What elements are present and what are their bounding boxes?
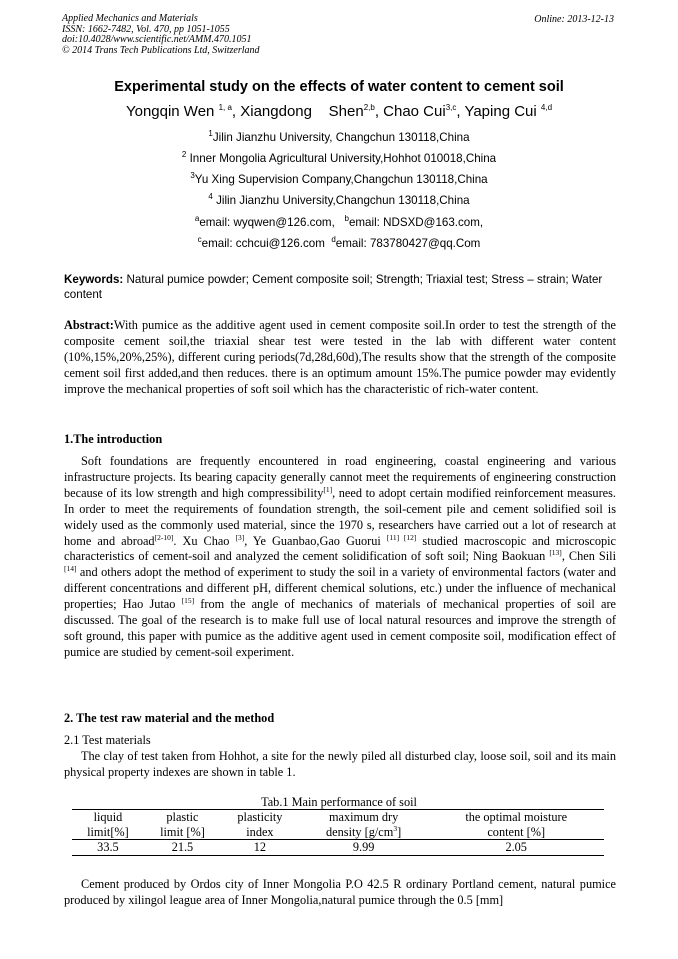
table-header-cell: limit [%] (144, 825, 221, 840)
affiliation (0, 173, 678, 186)
email-sup: c (197, 235, 202, 245)
email-a: email: wyqwen@126.com, (199, 216, 335, 229)
text-run: from the angle of mechanics of materials of mechanical properties of soil are discussed. The goal of the research is to make full use of local natural resources and improve the strength of soft ground, this paper with pumice as the additive agent used in cement composite soil, modification effect of pumice are studied by cement-soil experiment. (64, 597, 616, 659)
text-run: , need to adopt certain modified reinforcement measures. In order to meet the requirements of foundation strength, the soil-cement pile and cement solidified soil is widely used as the commonly used material, since the 1970 s, researchers have carried out a lot of research at home and abroad (64, 485, 616, 548)
email-sup: a (194, 214, 200, 224)
affiliation-sup: 4 (208, 192, 213, 202)
abstract-label: Abstract: (64, 318, 114, 332)
author-list (0, 103, 678, 120)
author-sup: 4,d (540, 103, 553, 112)
author-name: Chao Cui (383, 103, 446, 120)
author-separator: , (374, 103, 384, 120)
density-exponent: 3 (393, 823, 398, 833)
running-header (62, 14, 260, 56)
email-sup: d (331, 235, 336, 245)
soil-properties-table (72, 809, 604, 856)
affiliation-sup: 1 (208, 129, 213, 139)
citation: [13] (549, 548, 562, 558)
text-run: , Chen Sili (561, 549, 616, 564)
email-b: email: NDSXD@163.com, (348, 216, 484, 229)
table-header-cell: limit[%] (72, 825, 144, 840)
table-cell: 21.5 (144, 840, 221, 856)
keywords-text: Natural pumice powder; Cement composite soil; Strength; Triaxial test; Stress – strain; Water content (64, 273, 603, 301)
author-separator: , (231, 103, 241, 120)
table-header-cell: index (221, 825, 299, 840)
affiliation (0, 194, 678, 207)
text-run: , Ye Guanbao,Gao Guorui (244, 533, 387, 548)
table-header-row (72, 825, 604, 840)
citation: [11] [12] (386, 532, 417, 542)
table-header-cell: plasticity (221, 810, 299, 825)
citation: [14] (64, 564, 77, 574)
paper-title: Experimental study on the effects of water content to cement soil (114, 79, 564, 95)
issn-line: ISSN: 1662-7482, Vol. 470, pp 1051-1055 (62, 23, 230, 35)
text-run: Soft foundations are frequently encountered in road engineering, coastal engineering and various infrastructure projects. Its bearing capacity generally cannot meet the requirements of engineering construction because of its low strength and high compressibility (64, 454, 616, 500)
intro-paragraph (64, 454, 616, 661)
citation: [1] (323, 484, 333, 494)
density-unit: density [g/cm (326, 824, 394, 839)
author-name: Yongqin Wen (125, 103, 215, 120)
affiliation-sup: 3 (190, 171, 195, 181)
keywords-label: Keywords: (64, 273, 124, 286)
author-separator: , (456, 103, 465, 120)
copyright-line: © 2014 Trans Tech Publications Ltd, Switzerland (62, 44, 260, 56)
online-date: Online: 2013-12-13 (534, 14, 614, 25)
citation: [2-10] (154, 532, 174, 542)
affiliation-text: Inner Mongolia Agricultural University,Hohhot 010018,China (189, 152, 497, 165)
author-name: Xiangdong Shen (240, 103, 364, 120)
affiliation-sup: 2 (181, 150, 187, 160)
table-cell: 12 (221, 840, 299, 856)
materials-paragraph: The clay of test taken from Hohhot, a site for the newly piled all disturbed clay, loose soil, soil and its main physical property indexes are shown in table 1. (64, 749, 616, 779)
citation: [3] (235, 532, 245, 542)
subsection-heading: 2.1 Test materials (64, 733, 151, 747)
affiliation-text: Yu Xing Supervision Company,Changchun 130118,China (194, 173, 488, 186)
keywords (64, 272, 616, 302)
table-header-cell: maximum dry (299, 810, 429, 825)
table-cell: 9.99 (299, 840, 429, 856)
citation: [15] (181, 596, 195, 606)
table-header-cell (299, 825, 429, 840)
table-caption: Tab.1 Main performance of soil (261, 795, 417, 809)
table-cell: 33.5 (72, 840, 144, 856)
doi-line: doi:10.4028/www.scientific.net/AMM.470.1051 (62, 34, 252, 45)
table-header-cell: plastic (144, 810, 221, 825)
table-cell: 2.05 (428, 840, 604, 856)
email-sup: b (344, 214, 349, 224)
abstract-text: With pumice as the additive agent used in cement composite soil.In order to test the strength of the composite cement soil,the triaxial shear test were tested in the lab with different water content (10%,15%,20%,25%), different curing periods(7d,28d,60d),The results show that the strength of the composite cement soil first added,and then reduces. there is an optimum amount 15%.The pumice powder may evidently improve the mechanical properties of soft soil which has the characteristic of rich-water content. (64, 318, 616, 396)
text-run: and others adopt the method of experiment to study the soil in a variety of environmental factors (water and different concentrations and different pH, different chemical solutions, etc.) under the influence of mechanical properties; Hao Jutao (64, 565, 616, 612)
section-heading: 1.The introduction (64, 432, 163, 446)
abstract (64, 318, 616, 398)
journal-name: Applied Mechanics and Materials (62, 13, 198, 24)
author-sup: 1, a (218, 103, 232, 112)
table-header-cell: the optimal moisture (428, 810, 604, 825)
text-run: . Xu Chao (173, 533, 236, 548)
affiliation-text: Jilin Jianzhu University, Changchun 130118,China (212, 131, 470, 144)
author-sup: 2,b (363, 103, 375, 112)
email-line (0, 237, 678, 250)
text-run: studied macroscopic and microscopic characteristics of cement-soil and analyzed the cement solidification of soft soil; Ning Baokuan (64, 533, 616, 564)
email-line (0, 216, 678, 229)
author-name: Yaping Cui (464, 103, 537, 120)
author-sup: 3,c (445, 103, 457, 112)
table-row (72, 840, 604, 856)
cement-paragraph: Cement produced by Ordos city of Inner Mongolia P.O 42.5 R ordinary Portland cement, natural pumice produced by xilingol league area of Inner Mongolia,natural pumice through the 0.5 [mm] (64, 877, 616, 907)
affiliation-text: Jilin Jianzhu University,Changchun 130118,China (216, 194, 470, 207)
table-header-row (72, 810, 604, 825)
table-header-cell: content [%] (428, 825, 604, 840)
density-bracket: ] (397, 824, 402, 839)
email-c: email: cchcui@126.com (201, 237, 325, 250)
section-heading: 2. The test raw material and the method (64, 711, 275, 725)
affiliation (0, 131, 678, 144)
email-d: email: 783780427@qq.Com (335, 237, 481, 250)
table-header-cell: liquid (72, 810, 144, 825)
affiliation (0, 152, 678, 165)
